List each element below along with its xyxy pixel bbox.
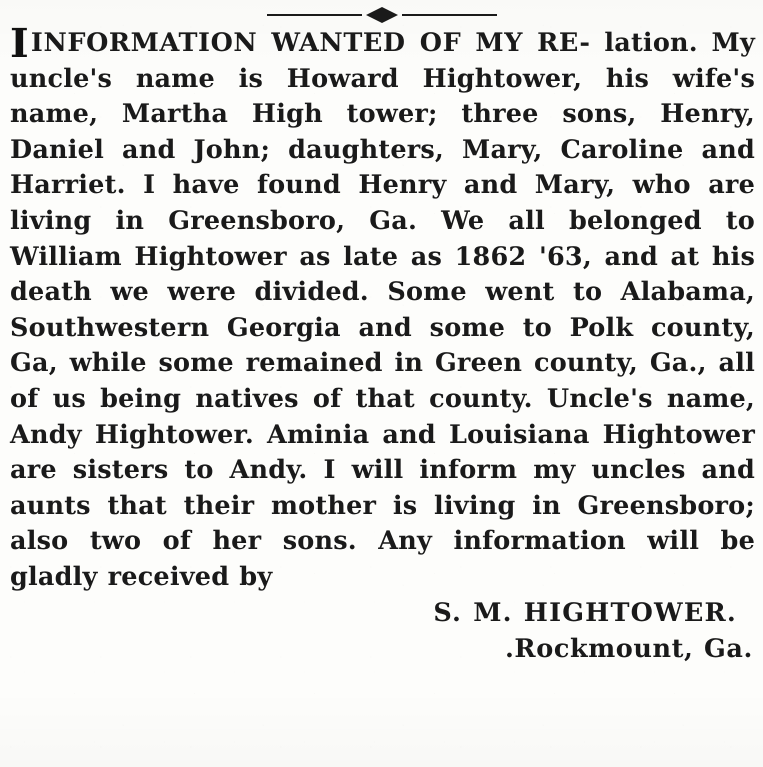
diamond-rule-ornament (0, 4, 763, 26)
signature-name: S. M. HIGHTOWER. (433, 597, 737, 628)
article-text: lation. My uncle's name is Howard Hightower, his wife's name, Martha High tower; three sons, Henry, Daniel and John; daughters, Mary, Caroline and Harriet. I have found Henry and Mary, who are living in Greensboro, Ga. We all belonged to William Hightower as late as 1862 '63, and at his death we were divided. Some went to Alabama, Southwestern Georgia and some to Polk county, Ga, while some remained in Green county, Ga., all of us being natives of that county. Uncle's name, Andy Hightower. Aminia and Louisiana Hightower are sisters to Andy. I will inform my uncles and aunts that their mother is living in Greensboro; also two of her sons. Any information will be gladly received by (10, 28, 756, 592)
place-row (10, 632, 755, 668)
advertisement-body (10, 20, 756, 731)
drop-cap: I (10, 20, 29, 67)
headline: INFORMATION WANTED OF MY RE- (30, 28, 591, 58)
article-paragraph (10, 20, 756, 596)
place-line: .Rockmount, Ga. (504, 634, 753, 665)
signature-row (10, 596, 755, 632)
